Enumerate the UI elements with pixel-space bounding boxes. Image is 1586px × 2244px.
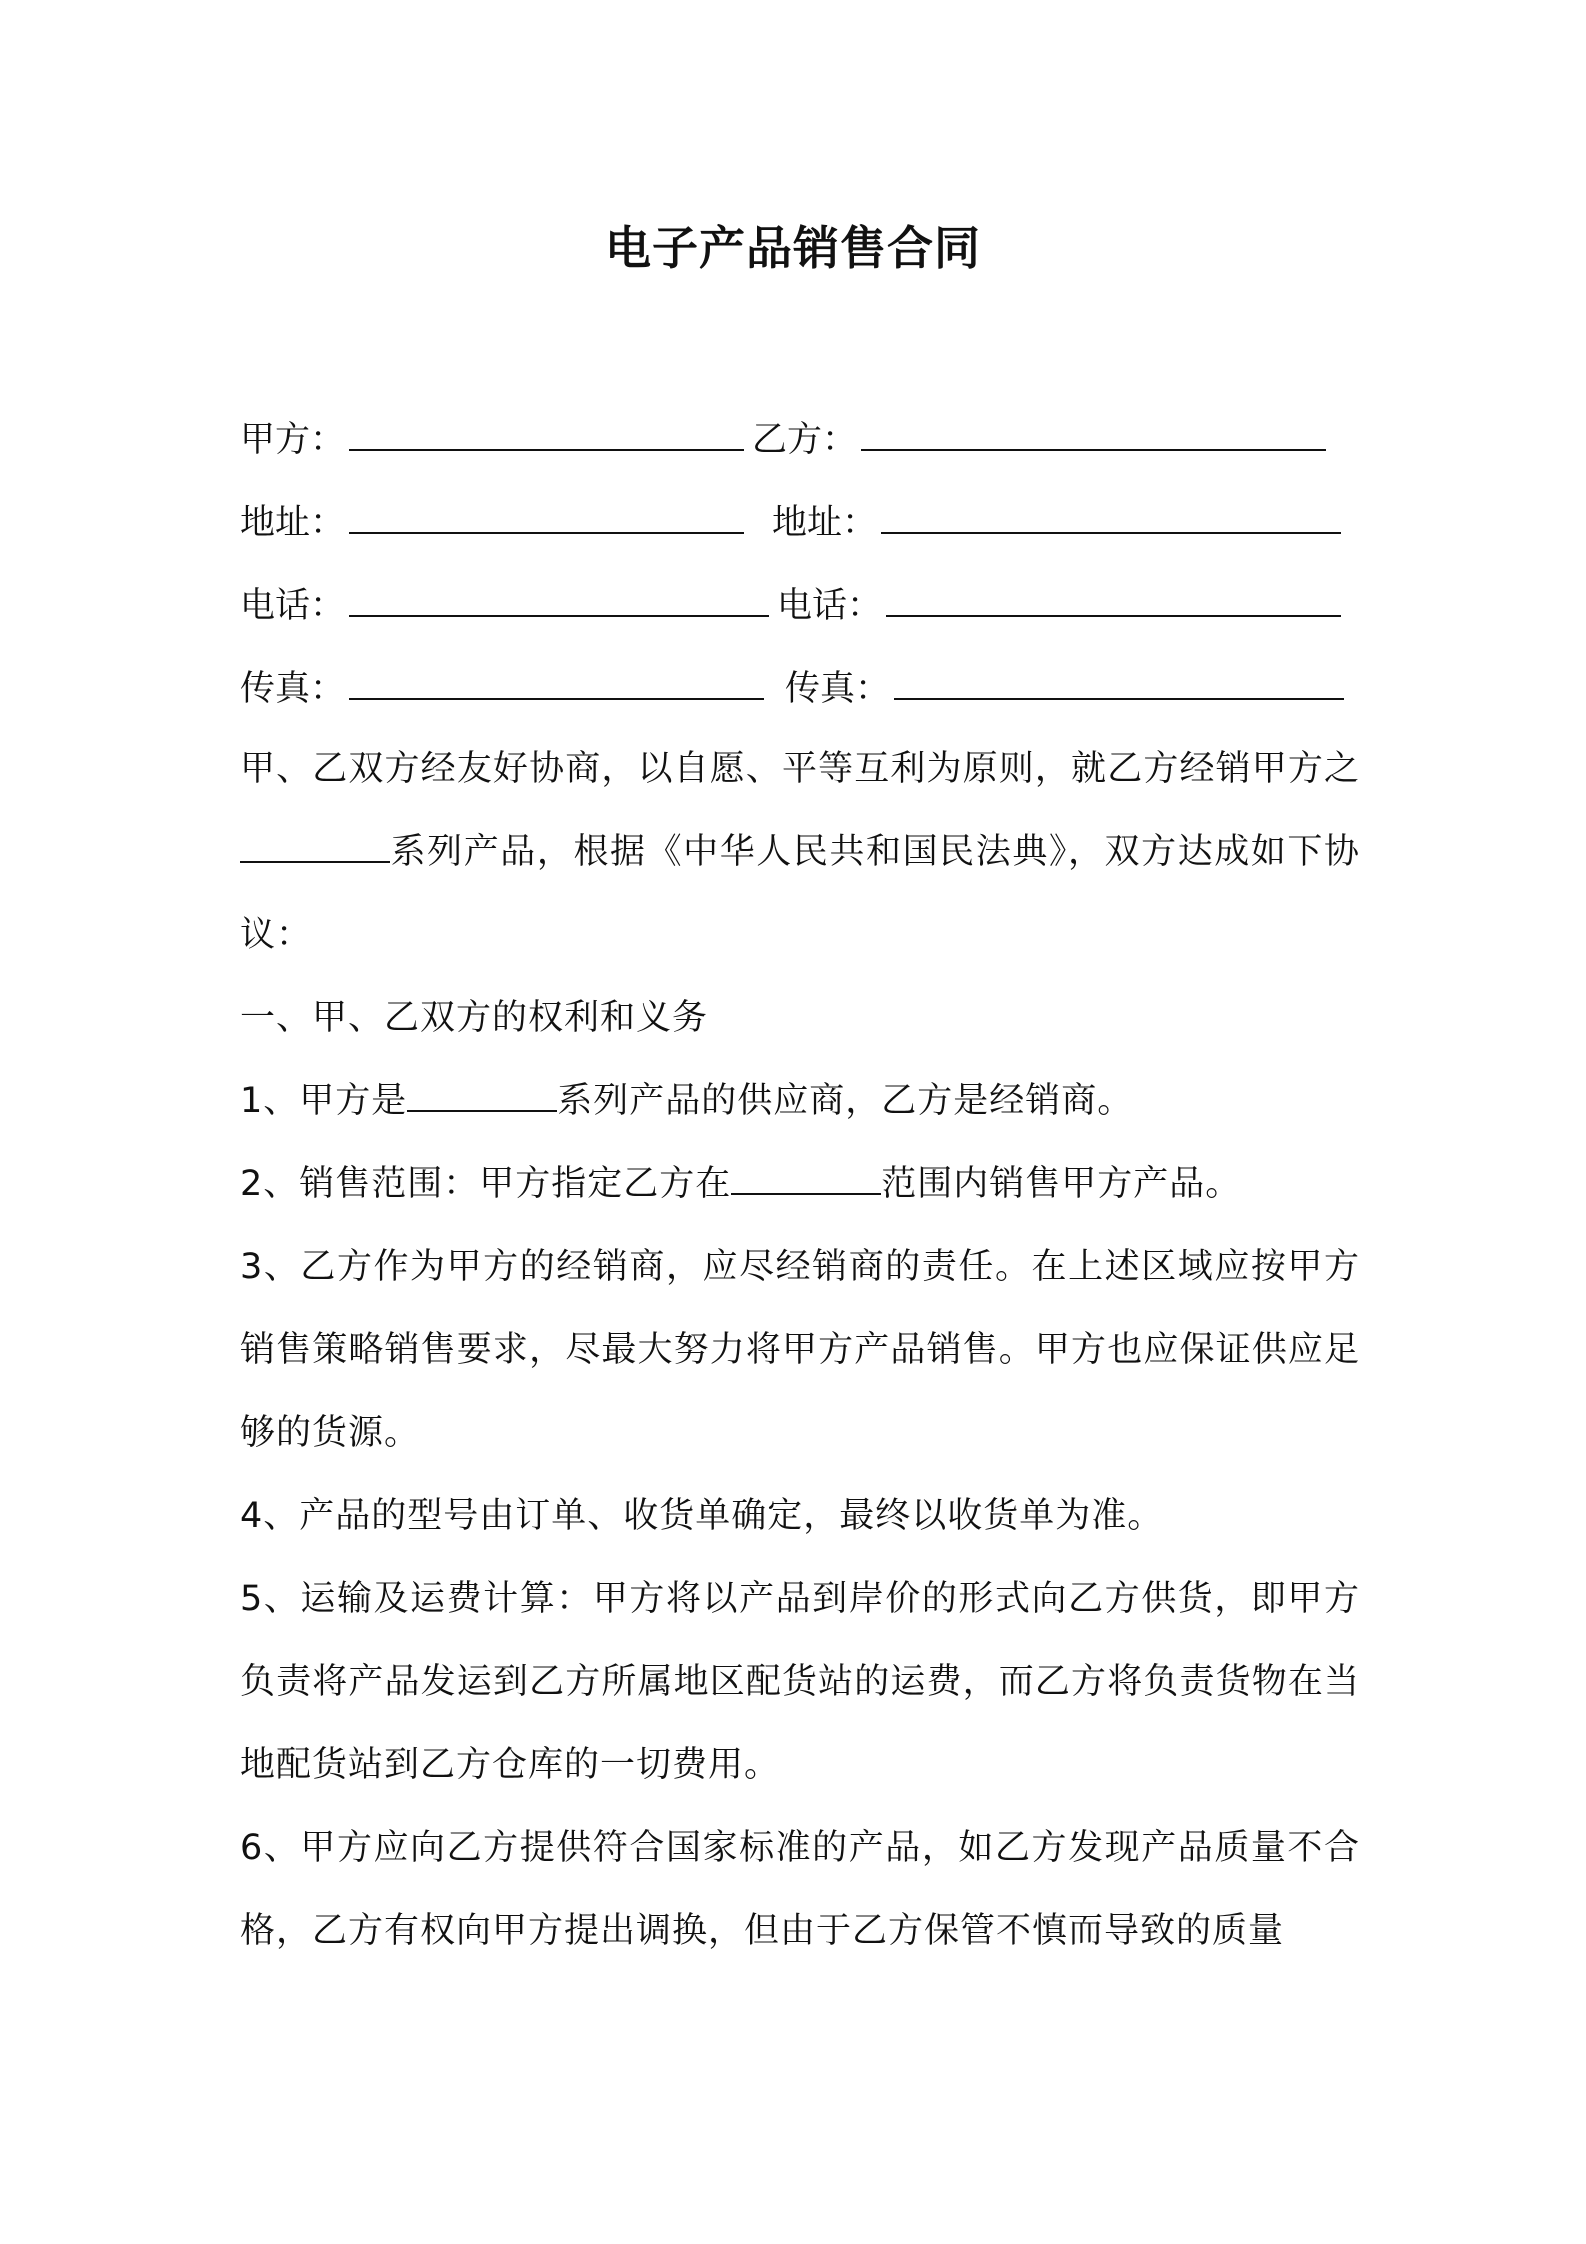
party-b-fax-blank[interactable] (894, 654, 1344, 700)
clause-1-text-b: 系列产品的供应商，乙方是经销商。 (557, 1081, 1134, 1121)
party-row-fax (240, 654, 1370, 737)
party-a-address-blank[interactable] (349, 488, 744, 534)
clause-1-series-blank[interactable] (407, 1066, 557, 1112)
clause-2-text-a: 2、销售范围：甲方指定乙方在 (240, 1164, 732, 1204)
party-b-name-field (752, 405, 1326, 475)
clause-1 (240, 1060, 1360, 1143)
clause-4: 4、产品的型号由订单、收货单确定，最终以收货单为准。 (240, 1496, 1164, 1536)
party-b-fax-field (785, 654, 1344, 724)
party-b-address-blank[interactable] (881, 488, 1341, 534)
party-a-phone-field (240, 571, 769, 641)
party-row-address (240, 488, 1370, 571)
party-a-phone-label: 电话： (240, 586, 346, 626)
party-a-phone-blank[interactable] (349, 571, 769, 617)
party-a-name-field (240, 405, 744, 475)
party-b-phone-blank[interactable] (886, 571, 1341, 617)
party-b-address-field (772, 488, 1341, 558)
intro-paragraph (240, 728, 1360, 977)
clause-6: 6、甲方应向乙方提供符合国家标准的产品，如乙方发现产品质量不合格，乙方有权向甲方提出调换，但由于乙方保管不慎而导致的质量 (240, 1828, 1360, 1951)
party-a-fax-blank[interactable] (349, 654, 764, 700)
intro-text-1: 甲、乙双方经友好协商，以自愿、平等互利为原则，就乙方经销甲方之 (240, 749, 1360, 789)
party-b-phone-label: 电话： (777, 586, 883, 626)
party-row-name (240, 405, 1370, 488)
clause-1-text-a: 1、甲方是 (240, 1081, 408, 1121)
clause-5: 5、运输及运费计算：甲方将以产品到岸价的形式向乙方供货，即甲方负责将产品发运到乙方所属地区配货站的运费，而乙方将负责货物在当地配货站到乙方仓库的一切费用。 (240, 1579, 1360, 1785)
party-a-name-label: 甲方： (240, 420, 346, 460)
section-1-heading: 一、甲、乙双方的权利和义务 (240, 998, 709, 1038)
party-b-fax-label: 传真： (785, 669, 891, 709)
party-a-address-field (240, 488, 744, 558)
contract-body (240, 728, 1360, 1973)
party-b-address-label: 地址： (772, 503, 878, 543)
party-a-name-blank[interactable] (349, 405, 744, 451)
party-b-name-label: 乙方： (752, 420, 858, 460)
product-series-blank[interactable] (240, 817, 390, 863)
clause-2-range-blank[interactable] (731, 1149, 881, 1195)
document-title: 电子产品销售合同 (605, 221, 981, 275)
clause-3: 3、乙方作为甲方的经销商，应尽经销商的责任。在上述区域应按甲方销售策略销售要求，尽最大努力将甲方产品销售。甲方也应保证供应足够的货源。 (240, 1247, 1360, 1453)
party-a-fax-field (240, 654, 764, 724)
party-row-phone (240, 571, 1370, 654)
party-b-name-blank[interactable] (861, 405, 1326, 451)
clause-2 (240, 1143, 1360, 1226)
party-b-phone-field (777, 571, 1341, 641)
intro-text-2: 系列产品，根据《中华人民共和国民法典》，双方达成如下协议： (240, 832, 1360, 955)
party-info-block (240, 405, 1370, 737)
party-a-fax-label: 传真： (240, 669, 346, 709)
clause-2-text-b: 范围内销售甲方产品。 (881, 1164, 1242, 1204)
party-a-address-label: 地址： (240, 503, 346, 543)
